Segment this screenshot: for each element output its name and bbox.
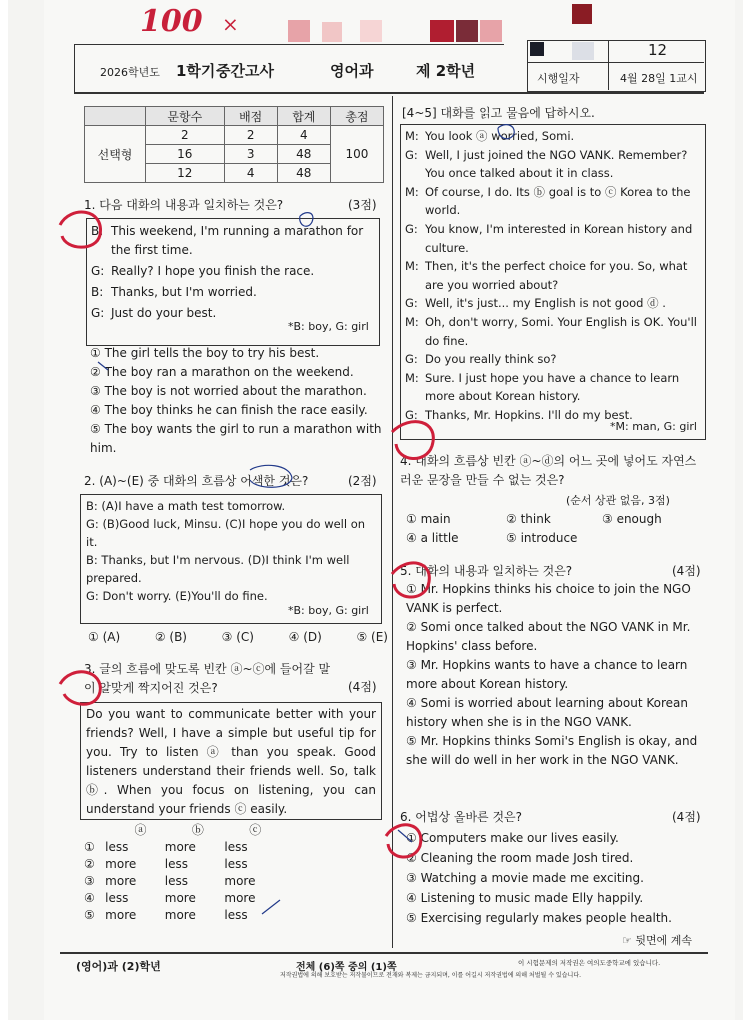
answer-circle	[60, 672, 100, 704]
pen-stroke	[398, 830, 412, 842]
q6-points: (4점)	[672, 810, 701, 824]
handwritten-score: 100	[140, 4, 203, 39]
q1-note: *B: boy, G: girl	[288, 320, 369, 333]
q5-title: 5. 대화의 내용과 일치하는 것은?	[400, 564, 573, 578]
dialog-line: G: Thanks, Mr. Hopkins. I'll do my best.	[405, 407, 633, 422]
exam-term: 1학기	[176, 62, 216, 80]
exam-subject: 영어과	[330, 62, 374, 80]
option[interactable]: ④ a little	[406, 531, 459, 545]
option[interactable]: ③ enough	[602, 512, 662, 526]
continue-note: ☞ 뒷면에 계속	[622, 934, 692, 947]
pen-stroke	[262, 900, 280, 914]
footer-subject: (영어)과 (2)학년	[76, 960, 161, 973]
answer-grid-row[interactable]: ⑤ more more less	[84, 908, 248, 922]
date-label: 시행일자	[537, 72, 580, 85]
answer-circle	[392, 422, 433, 459]
option[interactable]: ② The boy ran a marathon on the weekend.	[90, 365, 354, 379]
option[interactable]: ④ Somi is worried about learning about Korean history when she is in the NGO VANK.	[406, 696, 688, 729]
dialog-line: M: Then, it's the perfect choice for you. So, what are you worried about?	[405, 259, 688, 292]
answer-grid-row[interactable]: ② more less less	[84, 857, 248, 871]
option[interactable]: ⑤ (E)	[356, 630, 388, 644]
option[interactable]: ① main	[406, 512, 451, 526]
score-cell: 2	[146, 126, 225, 145]
score-cell: 4	[224, 164, 277, 183]
page-number: 12	[648, 41, 668, 59]
footer-page: 전체 (6)쪽 중의 (1)쪽	[296, 962, 397, 973]
option[interactable]: ⑤ The boy wants the girl to run a marathon with him.	[90, 422, 382, 455]
dialog-line: G: Just do your best.	[91, 306, 217, 320]
dialog-line: M: Of course, I do. Its ⓑ goal is to ⓒ Korea to the world.	[405, 184, 691, 218]
option[interactable]: ② Cleaning the room made Josh tired.	[406, 851, 634, 865]
answer-grid-row[interactable]: ③ more less more	[84, 874, 256, 888]
score-cell: 48	[277, 145, 330, 164]
option[interactable]: ⑤ introduce	[506, 531, 578, 545]
pen-stroke	[98, 362, 108, 370]
dialog-line: B: Thanks, but I'm nervous. (D)I think I'm well prepared.	[86, 553, 350, 585]
score-header: 합계	[277, 107, 330, 126]
q2-title: 2. (A)~(E) 중 대화의 흐름상 어색한 것은?	[84, 474, 309, 488]
answer-circle	[250, 465, 292, 487]
score-cell: 3	[224, 145, 277, 164]
option[interactable]: ② (B)	[154, 630, 187, 644]
date-value: 4월 28일 1교시	[620, 72, 698, 85]
q5-points: (4점)	[672, 564, 701, 578]
score-header: 배점	[224, 107, 277, 126]
handwritten-mark: ×	[222, 12, 239, 36]
q45-note: *M: man, G: girl	[610, 420, 697, 433]
dialog-line: M: Sure. I just hope you have a chance to learn more about Korean history.	[405, 370, 680, 404]
dialog-line: B: This weekend, I'm running a marathon for the first time.	[91, 224, 364, 257]
score-cell: 16	[146, 145, 225, 164]
score-cell: 12	[146, 164, 225, 183]
score-header: 문항수	[146, 107, 225, 126]
option[interactable]: ① (A)	[88, 630, 121, 644]
exam-grade: 제 2학년	[416, 62, 476, 80]
answer-circle	[498, 125, 514, 139]
answer-grid-row[interactable]: ① less more less	[84, 840, 248, 854]
exam-year: 2026학년도	[100, 66, 160, 79]
q45-title: [4~5] 대화를 읽고 물음에 답하시오.	[402, 106, 595, 120]
score-row-label: 선택형	[85, 126, 146, 183]
footer-notice-1: 이 시험문제의 저작권은 여의도중학교에 있습니다.	[518, 959, 661, 967]
option[interactable]: ⑤ Exercising regularly makes people health.	[406, 911, 672, 925]
score-cell: 2	[224, 126, 277, 145]
q3-points: (4점)	[348, 680, 377, 694]
option[interactable]: ④ Listening to music made Elly happily.	[406, 891, 644, 905]
q4-title: 4. 대화의 흐름상 빈칸 ⓐ~ⓓ의 어느 곳에 넣어도 자연스러운 문장을 만들 수 없는 것은?	[400, 454, 697, 487]
score-cell: 4	[277, 126, 330, 145]
option[interactable]: ① Computers make our lives easily.	[406, 831, 619, 845]
option[interactable]: ③ (C)	[221, 630, 254, 644]
exam-name: 중간고사	[216, 62, 274, 80]
score-cell: 48	[277, 164, 330, 183]
dialog-line: G: Well, it's just... my English is not good ⓓ .	[405, 296, 666, 311]
answer-grid-header: ⓐ ⓑ ⓒ	[134, 823, 262, 837]
answer-circle	[60, 212, 100, 247]
dialog-line: B: Thanks, but I'm worried.	[91, 285, 257, 299]
option[interactable]: ③ Mr. Hopkins wants to have a chance to learn more about Korean history.	[406, 658, 688, 691]
option[interactable]: ① The girl tells the boy to try his best.	[90, 346, 320, 360]
q1-points: (3점)	[348, 198, 377, 212]
dialog-line: M: You look ⓐ worried, Somi.	[405, 129, 575, 143]
answer-circle	[300, 213, 313, 227]
option[interactable]: ⑤ Mr. Hopkins thinks Somi's English is okay, and she will do well in her work in the NGO VANK.	[406, 734, 698, 767]
option[interactable]: ② Somi once talked about the NGO VANK in Mr. Hopkins' class before.	[406, 620, 691, 653]
q3-title: 3. 글의 흐름에 맞도록 빈칸 ⓐ~ⓒ에 들어갈 말이 알맞게 짝지어진 것은?	[84, 662, 331, 695]
q4-points: (순서 상관 없음, 3점)	[566, 494, 670, 507]
q3-passage: Do you want to communicate better with your friends? Well, I have a simple but useful tip for you. Try to listen ⓐ than you speak. Good listeners understand their friends well. So, talk ⓑ. When you focus on listening, you can understand your friends ⓒ easily.	[86, 707, 376, 816]
option[interactable]: ① Mr. Hopkins thinks his choice to join the NGO VANK is perfect.	[406, 582, 691, 615]
answer-circle	[392, 563, 429, 597]
q1-title: 1. 다음 대화의 내용과 일치하는 것은?	[84, 198, 284, 212]
option[interactable]: ④ The boy thinks he can finish the race easily.	[90, 403, 368, 417]
dialog-line: B: (A)I have a math test tomorrow.	[86, 499, 286, 513]
option[interactable]: ④ (D)	[288, 630, 322, 644]
score-total: 100	[330, 126, 383, 183]
dialog-line: G: Well, I just joined the NGO VANK. Remember? You once talked about it in class.	[405, 147, 688, 181]
option[interactable]: ③ Watching a movie made me exciting.	[406, 871, 644, 885]
score-header: 총점	[330, 107, 383, 126]
answer-grid-row[interactable]: ④ less more more	[84, 891, 256, 905]
q6-title: 6. 어법상 올바른 것은?	[400, 810, 522, 824]
dialog-line: G: You know, I'm interested in Korean history and culture.	[405, 221, 693, 255]
answer-circle	[386, 825, 421, 857]
footer-notice-2: 저작권법에 의해 보호받는 저작물이므로 전재와 복제는 금지되며, 이를 어길시 저작권법에 의해 처벌될 수 있습니다.	[280, 972, 582, 979]
option[interactable]: ② think	[506, 512, 551, 526]
dialog-line: G: Don't worry. (E)You'll do fine.	[86, 589, 268, 603]
dialog-line: G: Really? I hope you finish the race.	[91, 264, 315, 278]
dialog-line: G: (B)Good luck, Minsu. (C)I hope you do well on it.	[86, 517, 366, 549]
q2-points: (2점)	[348, 474, 377, 488]
option[interactable]: ③ The boy is not worried about the marathon.	[90, 384, 367, 398]
dialog-line: M: Oh, don't worry, Somi. Your English is OK. You'll do fine.	[405, 314, 697, 348]
q2-note: *B: boy, G: girl	[288, 604, 369, 617]
dialog-line: G: Do you really think so?	[405, 352, 557, 367]
